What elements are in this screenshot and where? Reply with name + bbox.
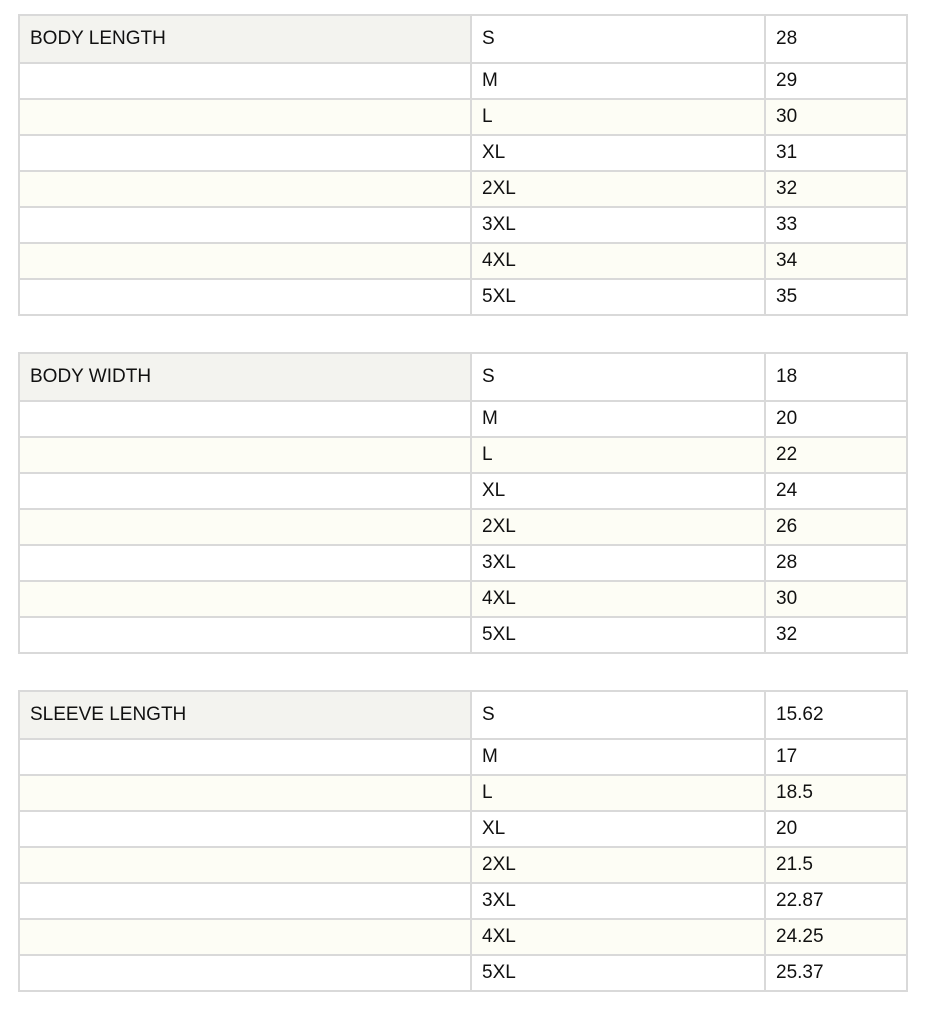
value-cell: 26 — [765, 509, 907, 545]
table-row — [19, 847, 907, 883]
size-cell: 4XL — [471, 581, 765, 617]
value-cell: 32 — [765, 617, 907, 653]
table-row — [19, 691, 907, 739]
table-row — [19, 473, 907, 509]
table-row — [19, 401, 907, 437]
table-row — [19, 63, 907, 99]
table-row — [19, 919, 907, 955]
table-row — [19, 775, 907, 811]
value-cell: 35 — [765, 279, 907, 315]
empty-cell — [19, 955, 471, 991]
empty-cell — [19, 171, 471, 207]
size-cell: XL — [471, 135, 765, 171]
empty-cell — [19, 437, 471, 473]
value-cell: 31 — [765, 135, 907, 171]
table-row — [19, 135, 907, 171]
table-row — [19, 15, 907, 63]
empty-cell — [19, 847, 471, 883]
size-cell: M — [471, 63, 765, 99]
empty-cell — [19, 135, 471, 171]
size-cell: 3XL — [471, 883, 765, 919]
size-cell: 2XL — [471, 509, 765, 545]
table-row — [19, 617, 907, 653]
body-width-table — [18, 352, 908, 654]
value-cell: 20 — [765, 401, 907, 437]
size-cell: L — [471, 775, 765, 811]
value-cell: 15.62 — [765, 691, 907, 739]
table-row — [19, 353, 907, 401]
table-row — [19, 279, 907, 315]
value-cell: 30 — [765, 99, 907, 135]
empty-cell — [19, 279, 471, 315]
empty-cell — [19, 63, 471, 99]
value-cell: 34 — [765, 243, 907, 279]
empty-cell — [19, 883, 471, 919]
size-cell: M — [471, 739, 765, 775]
size-cell: 2XL — [471, 171, 765, 207]
size-cell: XL — [471, 811, 765, 847]
value-cell: 18 — [765, 353, 907, 401]
measure-label: BODY LENGTH — [19, 15, 471, 63]
size-cell: 5XL — [471, 279, 765, 315]
size-cell: 4XL — [471, 243, 765, 279]
table-row — [19, 207, 907, 243]
value-cell: 33 — [765, 207, 907, 243]
table-row — [19, 955, 907, 991]
value-cell: 21.5 — [765, 847, 907, 883]
empty-cell — [19, 473, 471, 509]
size-cell: 4XL — [471, 919, 765, 955]
sleeve-length-table — [18, 690, 908, 992]
size-cell: XL — [471, 473, 765, 509]
table-row — [19, 99, 907, 135]
size-cell: 3XL — [471, 545, 765, 581]
empty-cell — [19, 617, 471, 653]
measure-label: SLEEVE LENGTH — [19, 691, 471, 739]
empty-cell — [19, 243, 471, 279]
size-cell: 5XL — [471, 955, 765, 991]
empty-cell — [19, 919, 471, 955]
value-cell: 28 — [765, 15, 907, 63]
size-cell: L — [471, 437, 765, 473]
table-row — [19, 437, 907, 473]
value-cell: 18.5 — [765, 775, 907, 811]
empty-cell — [19, 509, 471, 545]
table-row — [19, 171, 907, 207]
value-cell: 22 — [765, 437, 907, 473]
value-cell: 24 — [765, 473, 907, 509]
size-cell: S — [471, 691, 765, 739]
table-row — [19, 739, 907, 775]
empty-cell — [19, 739, 471, 775]
empty-cell — [19, 811, 471, 847]
table-row — [19, 545, 907, 581]
value-cell: 22.87 — [765, 883, 907, 919]
value-cell: 30 — [765, 581, 907, 617]
empty-cell — [19, 775, 471, 811]
size-cell: 5XL — [471, 617, 765, 653]
value-cell: 32 — [765, 171, 907, 207]
value-cell: 29 — [765, 63, 907, 99]
table-row — [19, 811, 907, 847]
size-cell: 3XL — [471, 207, 765, 243]
empty-cell — [19, 99, 471, 135]
table-row — [19, 883, 907, 919]
value-cell: 17 — [765, 739, 907, 775]
size-cell: L — [471, 99, 765, 135]
table-row — [19, 509, 907, 545]
size-cell: S — [471, 15, 765, 63]
table-row — [19, 581, 907, 617]
empty-cell — [19, 207, 471, 243]
table-row — [19, 243, 907, 279]
value-cell: 24.25 — [765, 919, 907, 955]
empty-cell — [19, 545, 471, 581]
size-cell: 2XL — [471, 847, 765, 883]
value-cell: 20 — [765, 811, 907, 847]
size-cell: S — [471, 353, 765, 401]
value-cell: 28 — [765, 545, 907, 581]
empty-cell — [19, 581, 471, 617]
value-cell: 25.37 — [765, 955, 907, 991]
empty-cell — [19, 401, 471, 437]
body-length-table — [18, 14, 908, 316]
size-cell: M — [471, 401, 765, 437]
measure-label: BODY WIDTH — [19, 353, 471, 401]
